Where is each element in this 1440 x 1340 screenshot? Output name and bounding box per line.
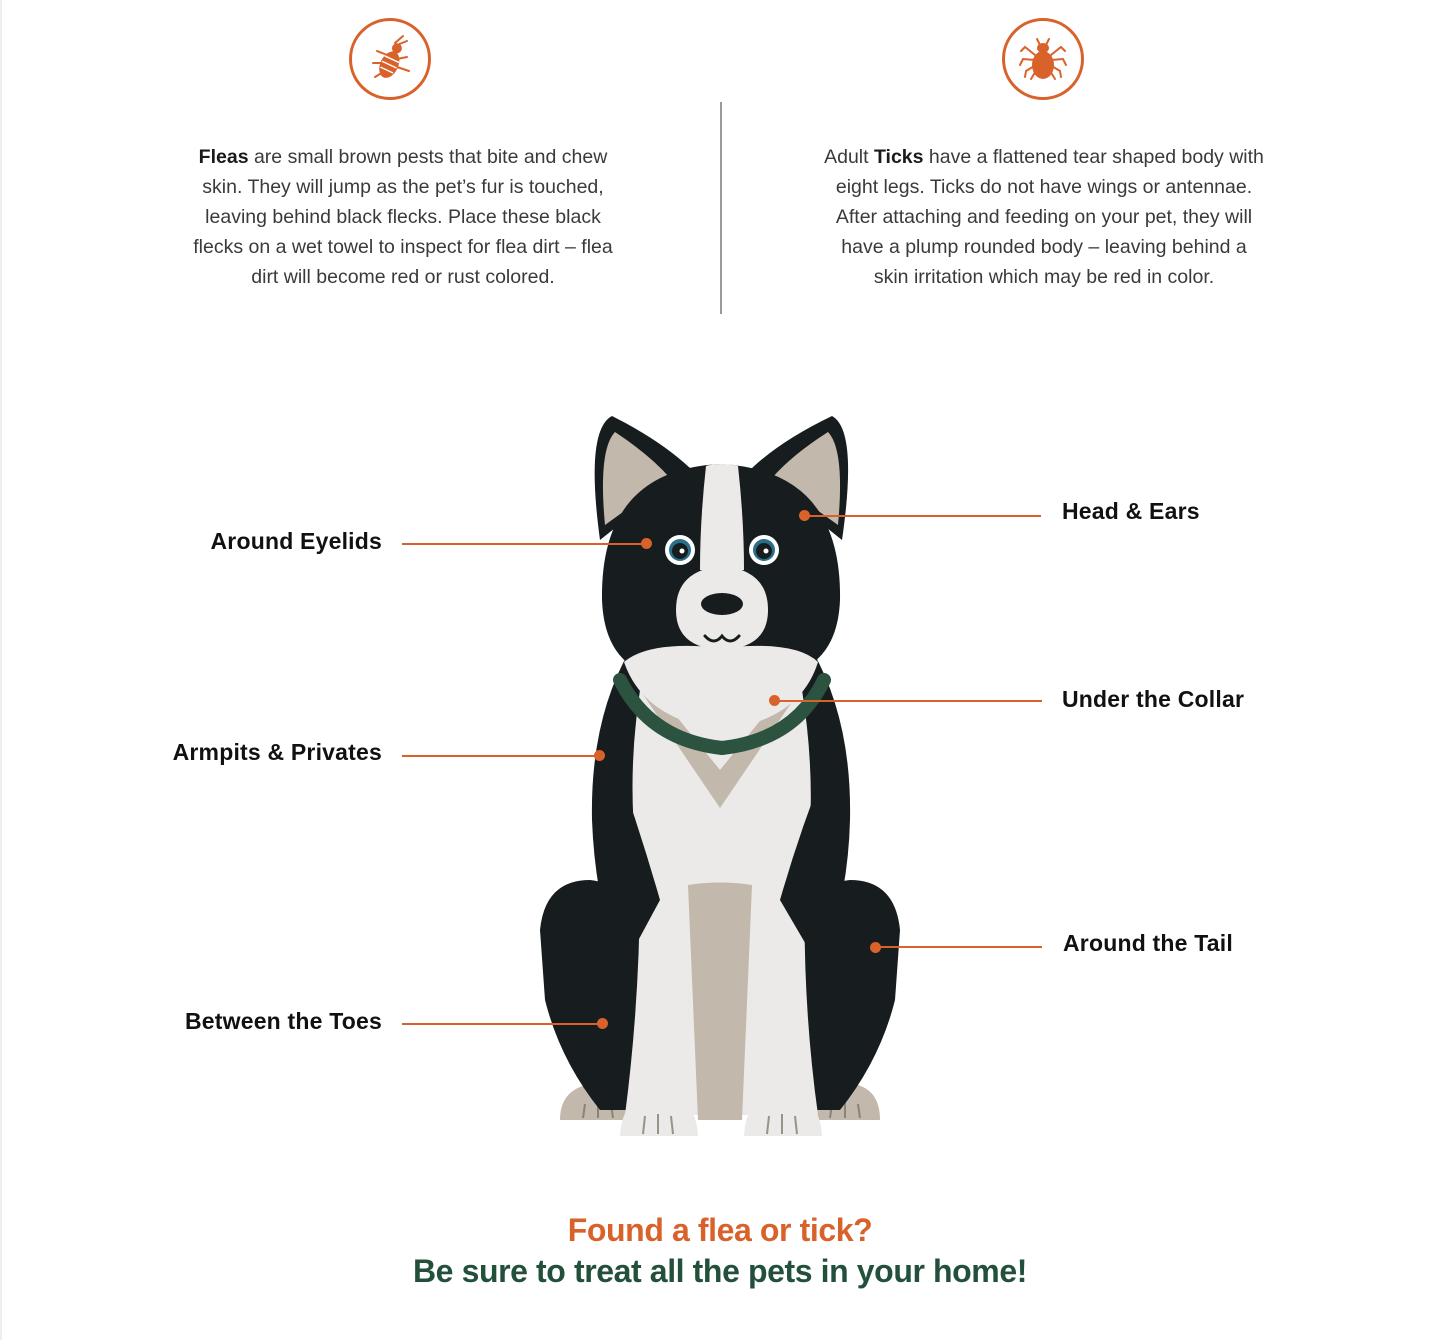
fleas-description: [183, 142, 623, 292]
fleas-term: Fleas: [198, 146, 249, 168]
cta-treat-all-pets: Be sure to treat all the pets in your home!: [412, 1253, 1028, 1289]
label-head-ears: Head & Ears: [1062, 498, 1200, 524]
label-around-eyelids: Around Eyelids: [210, 528, 382, 554]
dot-armpits-privates: [594, 750, 605, 761]
column-divider: [720, 102, 722, 314]
cta-found-flea-tick: Found a flea or tick?: [567, 1212, 873, 1248]
leader-under-collar: [774, 700, 1042, 702]
left-eye: [665, 535, 695, 565]
fleas-text: are small brown pests that bite and chew skin. They will jump as the pet’s fur is touched, leaving behind black flecks. Place these black flecks on a wet towel to inspect for flea dirt – flea dirt will become red or rust colored.: [193, 146, 613, 288]
right-eye: [749, 535, 779, 565]
ticks-term: Ticks: [873, 146, 924, 168]
label-around-tail: Around the Tail: [1063, 930, 1233, 956]
label-armpits-privates: Armpits & Privates: [172, 739, 382, 765]
ticks-prefix: Adult: [824, 146, 874, 168]
dot-around-eyelids: [641, 538, 652, 549]
dot-between-toes: [597, 1018, 608, 1029]
label-under-collar: Under the Collar: [1062, 686, 1245, 712]
tick-icon: [1002, 18, 1084, 100]
leader-around-tail: [875, 946, 1042, 948]
leader-head-ears: [804, 515, 1041, 517]
leader-armpits-privates: [402, 755, 599, 757]
ticks-text: have a flattened tear shaped body with eight legs. Ticks do not have wings or antennae. After attaching and feeding on your pet, they will have a plump rounded body – leaving behind a skin irritation which may be red in color.: [835, 146, 1264, 288]
flea-icon: [349, 18, 431, 100]
label-between-toes: Between the Toes: [184, 1008, 382, 1034]
ticks-description: [824, 142, 1264, 292]
page-edge: [0, 0, 2, 1340]
leader-around-eyelids: [402, 543, 646, 545]
dog-illustration: [530, 410, 910, 1150]
leader-between-toes: [402, 1023, 602, 1025]
